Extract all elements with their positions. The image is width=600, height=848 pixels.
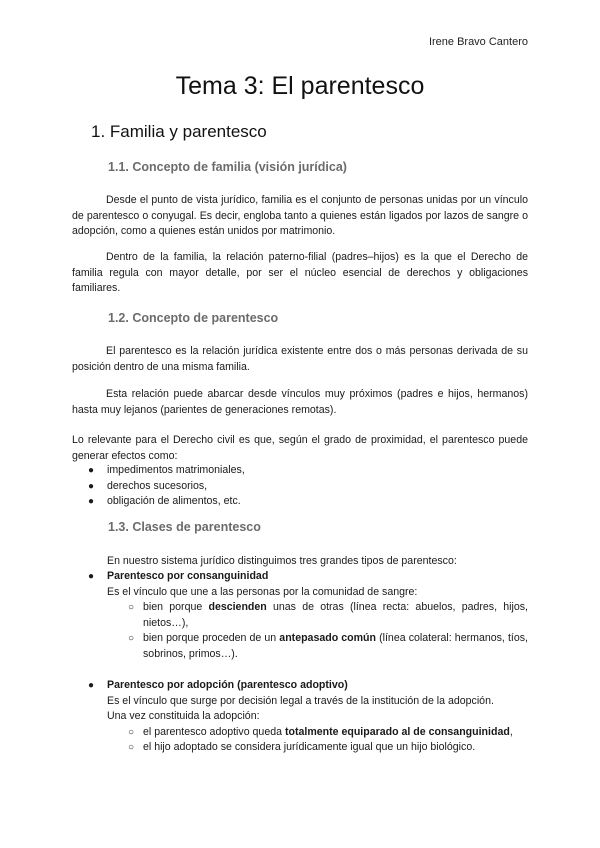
- list-item-consanguinidad: [88, 569, 528, 662]
- subsection-heading-concepto-familia: 1.1. Concepto de familia (visión jurídica): [108, 160, 347, 174]
- bullet-icon: ●: [88, 571, 95, 582]
- sub-list-item: ○ el parentesco adoptivo queda totalmente equiparado al de consanguinidad,: [143, 725, 528, 741]
- paragraph: Desde el punto de vista jurídico, familia es el conjunto de personas unidas por un vínculo de parentesco o conyugal. Es decir, engloba tanto a quienes están ligados por lazos de sangre o adopción, como a quienes están unidos por matrimonio.: [72, 194, 528, 237]
- bullet-icon: ●: [88, 496, 95, 507]
- sub-list-item: ○ bien porque descienden unas de otras (línea recta: abuelos, padres, hijos, nietos…),: [128, 601, 528, 629]
- item-description: Es el vínculo que une a las personas por la comunidad de sangre:: [107, 585, 418, 598]
- item-title: Parentesco por consanguinidad: [107, 570, 269, 582]
- subsection-heading-clases-parentesco: 1.3. Clases de parentesco: [108, 520, 261, 534]
- paragraph: Esta relación puede abarcar desde vínculos muy próximos (padres e hijos, hermanos) hasta muy lejanos (parientes de generaciones remotas).: [72, 388, 528, 416]
- circle-bullet-icon: ○: [128, 602, 135, 613]
- bullet-icon: ●: [88, 465, 95, 476]
- circle-bullet-icon: ○: [128, 742, 135, 753]
- paragraph: En nuestro sistema jurídico distinguimos tres grandes tipos de parentesco:: [107, 555, 457, 567]
- circle-bullet-icon: ○: [128, 726, 135, 738]
- paragraph: Lo relevante para el Derecho civil es que, según el grado de proximidad, el parentesco puede generar efectos como:: [72, 434, 528, 462]
- list-item: ● derechos sucesorios,: [107, 479, 528, 495]
- bullet-icon: ●: [88, 680, 95, 691]
- item-description: Es el vínculo que surge por decisión legal a través de la institución de la adopción.: [107, 694, 494, 707]
- paragraph: Dentro de la familia, la relación paterno-filial (padres–hijos) es la que el Derecho de familia regula con mayor detalle, por ser el núcleo esencial de derechos y obligaciones familiares.: [72, 251, 528, 294]
- bullet-icon: ●: [88, 480, 95, 492]
- list-item: ● impedimentos matrimoniales,: [107, 463, 528, 479]
- sub-list: [128, 600, 528, 662]
- sub-list: [128, 725, 528, 756]
- page-title: Tema 3: El parentesco: [175, 72, 425, 100]
- sub-list-item: ○ el hijo adoptado se considera jurídicamente igual que un hijo biológico.: [143, 740, 528, 756]
- circle-bullet-icon: ○: [128, 633, 135, 644]
- sub-list-item: ○ bien porque proceden de un antepasado común (línea colateral: hermanos, tíos, sobrinos, primos…).: [128, 632, 528, 660]
- kinship-types-list: [88, 569, 528, 756]
- paragraph: El parentesco es la relación jurídica existente entre dos o más personas derivada de su posición dentro de una misma familia.: [72, 345, 528, 373]
- list-item: ● obligación de alimentos, etc.: [107, 494, 528, 510]
- item-title: Parentesco por adopción (parentesco adoptivo): [107, 679, 348, 691]
- subsection-heading-concepto-parentesco: 1.2. Concepto de parentesco: [108, 311, 279, 325]
- section-heading-familia-parentesco: 1. Familia y parentesco: [91, 122, 267, 141]
- effects-list: [88, 463, 528, 510]
- item-description: Una vez constituida la adopción:: [107, 710, 260, 722]
- list-item-adopcion: [88, 678, 528, 756]
- author-name: Irene Bravo Cantero: [428, 36, 528, 48]
